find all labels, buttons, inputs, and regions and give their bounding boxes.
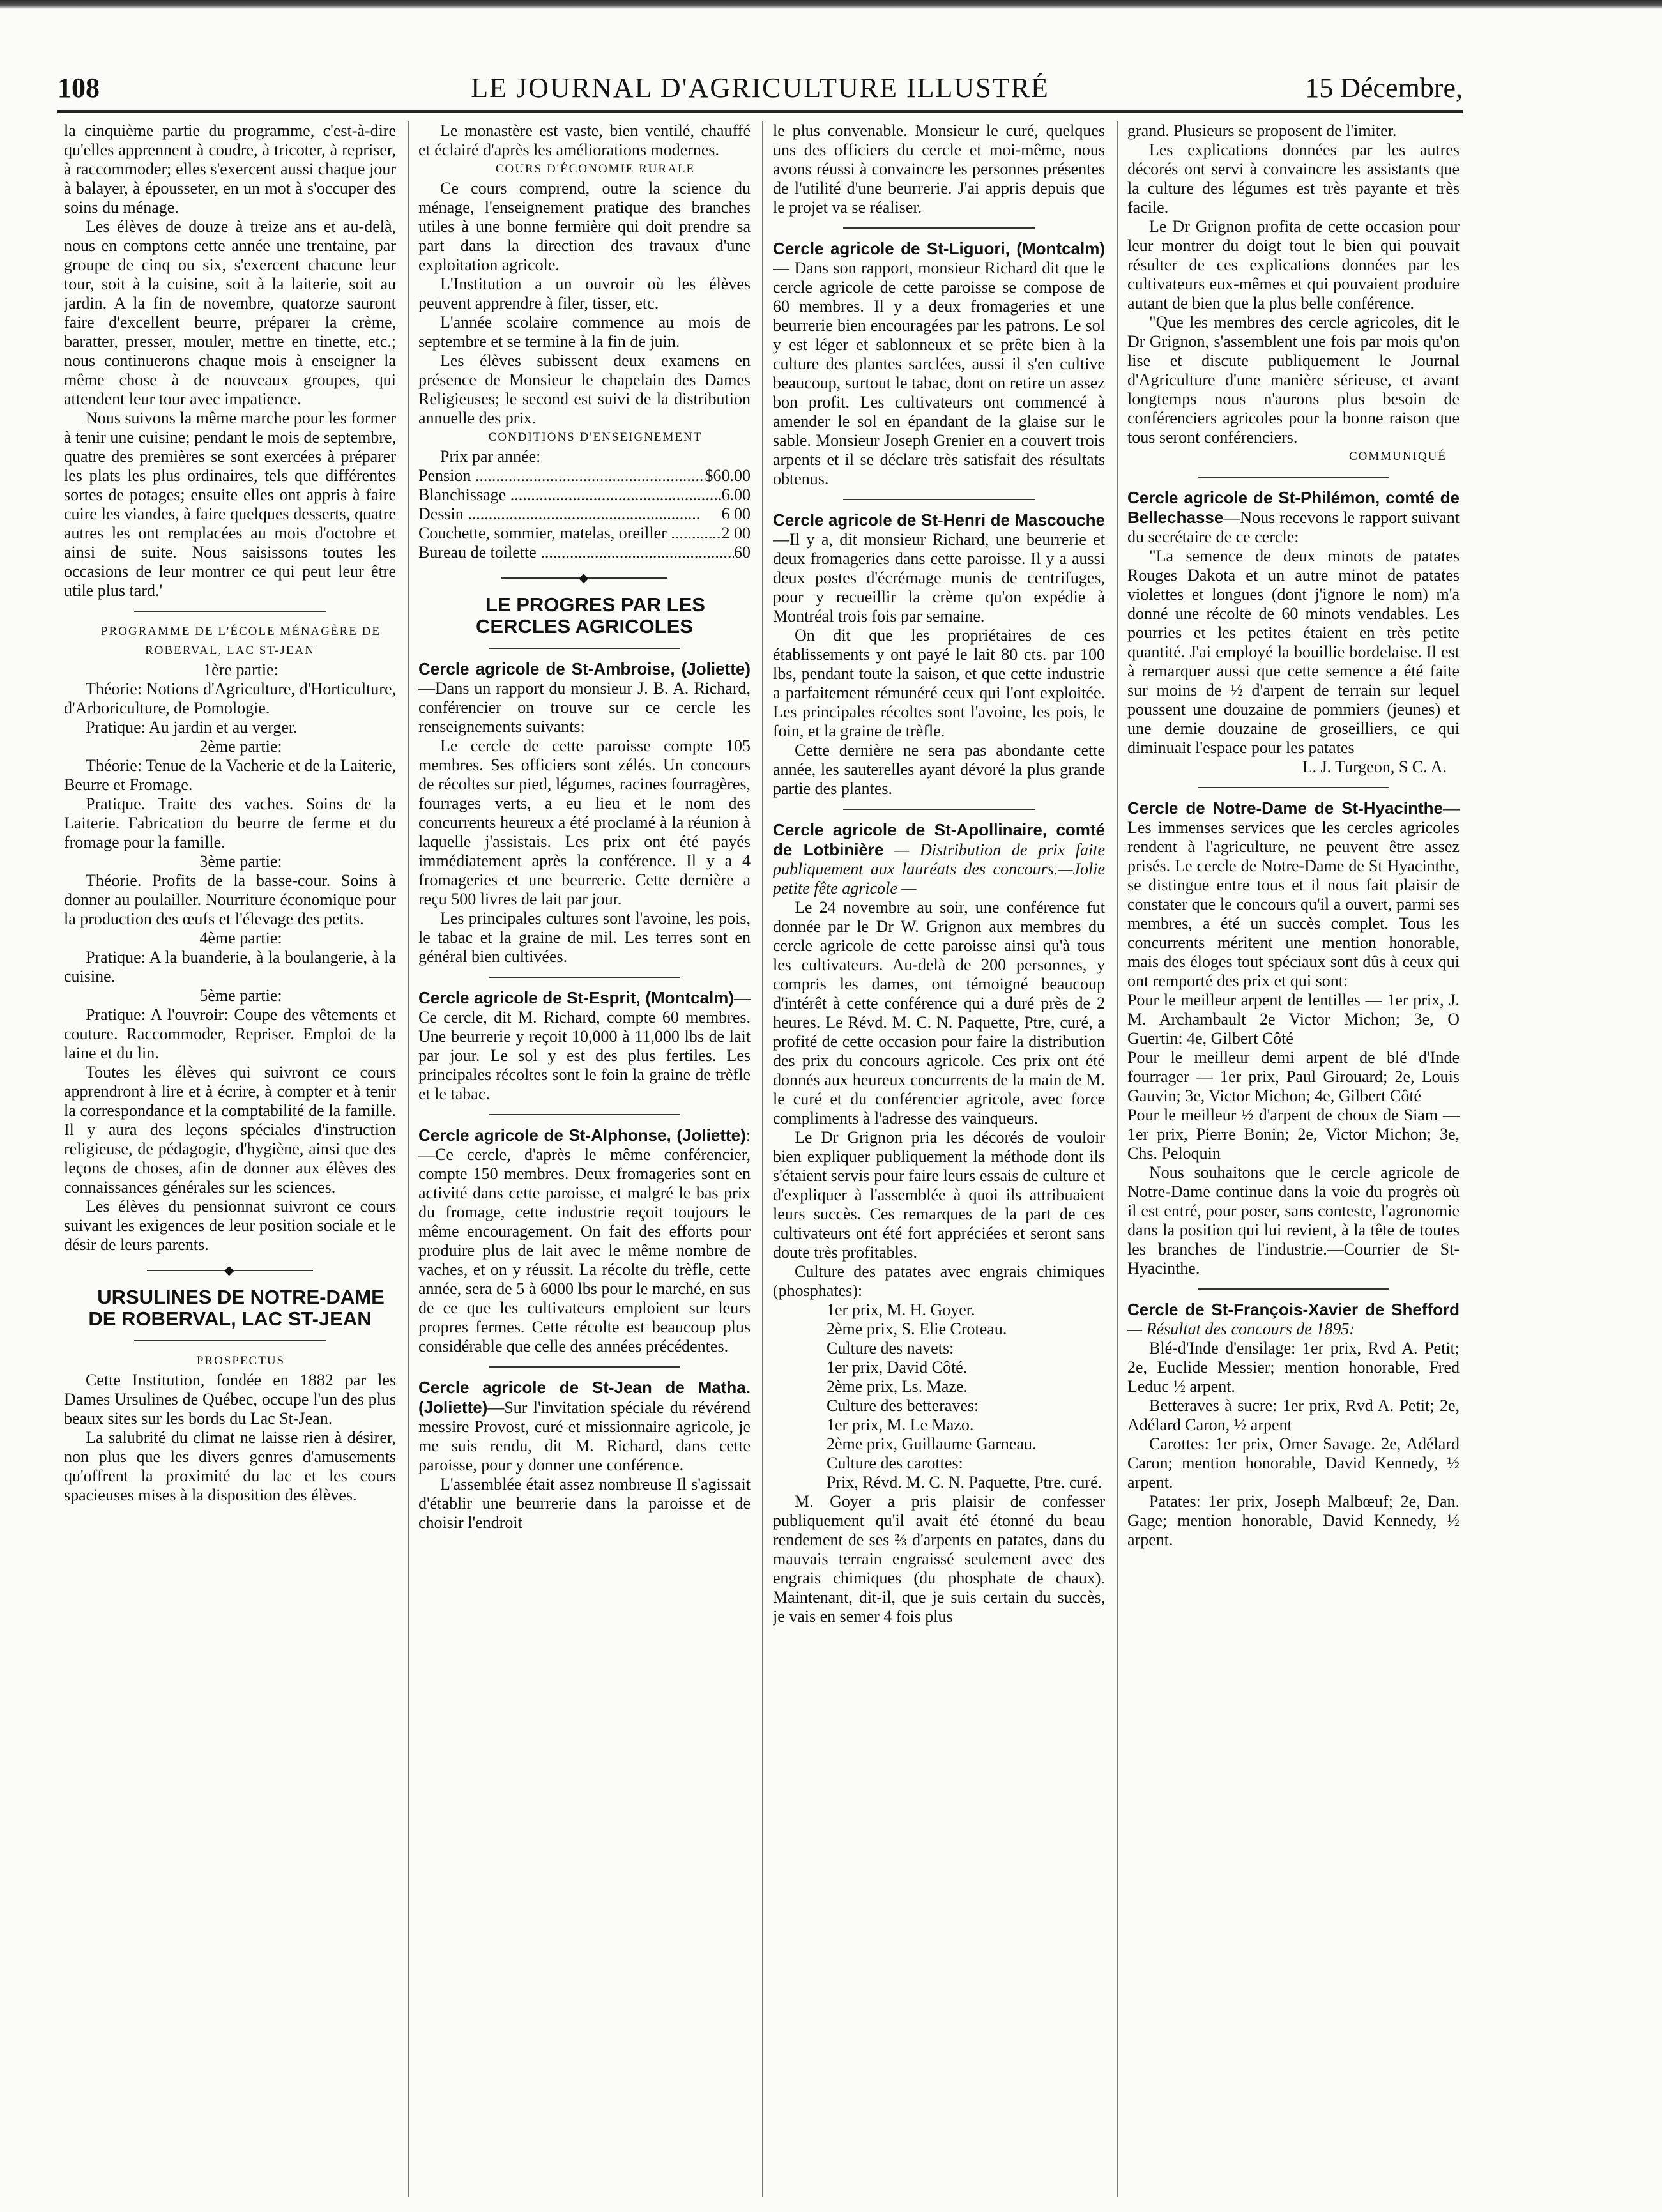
paragraph: Pratique: A l'ouvroir: Coupe des vêtements et couture. Raccommoder, Repriser. Emploi de la laine et du lin.: [64, 1005, 396, 1062]
column-3: [773, 121, 1105, 2197]
article-headline: LE PROGRES PAR LES CERCLES AGRICOLES: [476, 593, 705, 637]
list-item: 1er prix, M. Le Mazo.: [827, 1415, 974, 1434]
price-label: Blanchissage .....: [418, 485, 722, 505]
paragraph: Blé-d'Inde d'ensilage: 1er prix, Rvd A. Petit; 2e, Euclide Messier; mention honorable, Fred Leduc ½ arpent.: [1127, 1339, 1460, 1396]
journal-title: LE JOURNAL D'AGRICULTURE ILLUSTRÉ: [471, 72, 1049, 103]
list-item: Prix, Révd. M. C. N. Paquette, Ptre. curé.: [827, 1473, 1102, 1491]
paragraph: On dit que les propriétaires de ces établissements y ont payé le lait 80 cts. par 100 lbs, pendant toute la saison, et que cette industrie a parfaitement rémunéré ceux qui l'ont exploitée. Les principales récoltes sont l'avoine, les pois, le foin, et la graine de trèfle.: [773, 626, 1105, 740]
separator: [1198, 1288, 1389, 1290]
column-1: [64, 121, 396, 2197]
paragraph: Le 24 novembre au soir, une conférence fut donnée par le Dr W. Grignon aux membres du cercle agricole de cette paroisse ainsi qu'à tous les cultivateurs. Au-delà de 200 personnes, y compris les dames, ont témoigné beaucoup d'intérêt à cette conférence qui a duré près de 2 heures. Le Révd. M. C. N. Paquette, Ptre, curé, a profité de cette occasion pour faire la distribution des prix du concours agricole. Ces prix ont été donnés aux heureux concurrents de la main de M. le curé et du conférencier agricole, avec force compliments à l'adresse des vainqueurs.: [773, 898, 1105, 1127]
list-item: 1er prix, David Côté.: [827, 1358, 968, 1377]
paragraph: L'assemblée était assez nombreuse Il s'agissait d'établir une beurrerie dans la paroisse et de choisir l'endroit: [418, 1475, 751, 1532]
item-text: —Dans un rapport du monsieur J. B. A. Richard, conférencier on trouve sur ce cercle les renseignements suivants:: [418, 679, 751, 736]
part-heading: 4ème partie:: [199, 929, 282, 947]
price-row: [418, 524, 751, 543]
list-item: 2ème prix, Ls. Maze.: [827, 1377, 968, 1396]
paragraph: Nous souhaitons que le cercle agricole de Notre-Dame continue dans la voie du progrès où il est entré, pour poser, sans conteste, l'agronomie dans la position qui lui revient, à la tête de toutes les branches de l'industrie.—Courrier de St-Hyacinthe.: [1127, 1163, 1460, 1278]
section-heading: CONDITIONS D'ENSEIGNEMENT: [488, 431, 703, 444]
section-heading: PROSPECTUS: [196, 1354, 286, 1368]
item-heading: Cercle agricole de St-Jean de Matha. (Joliette): [418, 1378, 751, 1417]
item-heading: Cercle agricole de St-Apollinaire, comté de Lotbinière: [773, 820, 1105, 859]
separator: [843, 227, 1035, 229]
paragraph: Théorie: Tenue de la Vacherie et de la Laiterie, Beurre et Fromage.: [64, 756, 396, 794]
separator: [489, 1114, 680, 1115]
paragraph: le plus convenable. Monsieur le curé, quelques uns des officiers du cercle et moi-même, nous avons réussi à convaincre les personnes présentes de l'utilité d'une beurrerie. J'ai appris depuis que le projet va se réaliser.: [773, 121, 1105, 217]
paragraph: La salubrité du climat ne laisse rien à désirer, non plus que les divers genres d'amusements qu'offrent la proximité du lac et les cours spacieuses mises à la disposition des élèves.: [64, 1428, 396, 1504]
price-amount: 6 00: [721, 505, 751, 523]
header-rule: [57, 110, 1463, 113]
article-headline: URSULINES DE NOTRE-DAME DE ROBERVAL, LAC ST-JEAN: [88, 1286, 385, 1330]
paragraph: Toutes les élèves qui suivront ce cours apprendront à lire et à écrire, à compter et à tenir la correspondance et la comptabilité de la famille. Il y aura des leçons spéciales d'instruction religieuse, de pédagogie, d'hygiène, ainsi que des leçons de choses, afin de donner aux élèves des connaissances générales sur les sciences.: [64, 1063, 396, 1196]
part-heading: 5ème partie:: [199, 986, 282, 1005]
item-text: :—Ce cercle, d'après le même conférencier, compte 150 membres. Deux fromageries sont en activité dans cette paroisse, et malgré le bas prix du fromage, cette industrie reçoit toujours le même encouragement. On fait des efforts pour produire plus de lait avec le même nombre de vaches, et on y réussit. La récolte du trèfle, cette année, sera de 5 à 6000 lbs pour le marché, en sus de ce que les cultivateurs emploient sur leurs propres fermes. Cette récolte est beaucoup plus considérable que celle des années précédentes.: [418, 1126, 751, 1355]
list-item: 2ème prix, Guillaume Garneau.: [827, 1435, 1037, 1453]
paragraph: Ce cours comprend, outre la science du ménage, l'enseignement pratique des branches utiles à une bonne fermière qui doit prendre sa part dans la direction des travaux d'une exploitation agricole.: [418, 179, 751, 274]
paragraph: "La semence de deux minots de patates Rouges Dakota et un autre minot de patates violettes et longues (dont j'ignore le nom) m'a donné une récolte de 60 minots vendables. Les pourries et les petites étaient en très petite quantité. J'ai employé la bouillie bordelaise. Il est à remarquer aussi que cette semence a été faite sur moins de ½ d'arpent de terrain sur lequel poussent une douzaine de pommiers (jeunes) et une demie douzaine de groseilliers, ce qui diminuait l'espace pour les patates: [1127, 547, 1460, 757]
separator: [843, 499, 1035, 500]
part-heading: 1ère partie:: [203, 660, 278, 679]
list-item: 2ème prix, S. Elie Croteau.: [827, 1320, 1007, 1338]
column-2: [418, 121, 751, 2197]
list-item: 1er prix, M. H. Goyer.: [827, 1301, 975, 1319]
paragraph: Cette Institution, fondée en 1882 par les Dames Ursulines de Québec, occupe l'un des plus beaux sites sur les bords du Lac St-Jean.: [64, 1371, 396, 1428]
section-heading: COURS D'ÉCONOMIE RURALE: [495, 162, 696, 176]
item-heading: Cercle agricole de St-Liguori, (Montcalm): [773, 239, 1105, 258]
paragraph: Théorie: Notions d'Agriculture, d'Horticulture, d'Arboriculture, de Pomologie.: [64, 680, 396, 717]
item-subtitle: — Résultat des concours de 1895:: [1127, 1320, 1355, 1338]
item-text: —Nous recevons le rapport suivant du secrétaire de ce cercle:: [1127, 508, 1460, 546]
paragraph: L'Institution a un ouvroir où les élèves peuvent apprendre à filer, tisser, etc.: [418, 275, 751, 312]
part-heading: 2ème partie:: [199, 737, 282, 756]
paragraph: Les élèves de douze à treize ans et au-delà, nous en comptons cette année une trentaine, par groupe de cinq ou six, s'exercent chacune leur tour, soit à la cuisine, soit à la laiterie, soit au jardin. A la fin de novembre, quatorze sauront faire d'excellent beurre, préparer la crème, baratter, presser, mouler, mettre en tinette, etc.; nous continuerons chaque mois à enseigner la même chose à de nouveaux groupes, qui attendent leur tour avec impatience.: [64, 217, 396, 408]
list-item: Culture des betteraves:: [827, 1396, 979, 1415]
price-row: [418, 543, 751, 562]
price-amount: 2 00: [721, 524, 751, 542]
item-heading: Cercle agricole de St-Philémon, comté de Bellechasse: [1127, 488, 1460, 527]
ornament-divider: [64, 1266, 396, 1275]
column-divider: [762, 121, 763, 2197]
paragraph: Théorie. Profits de la basse-cour. Soins à donner au poulailler. Nourriture économique pour la production des œufs et l'élevage des petits.: [64, 871, 396, 928]
item-text: —Les immenses services que les cercles agricoles rendent à l'agriculture, ne peuvent être assez prisés. Le cercle de Notre-Dame de St Hyacinthe, se distingue entre tous et il nous fait plaisir de constater que le concours qu'il a ouvert, parmi ses membres, a été un succès complet. Tous les concurrents méritent une mention honorable, mais des éloges tout spéciaux sont dûs à ceux qui ont remporté des prix et qui sont:: [1127, 799, 1460, 990]
item-subtitle: — Distribution de prix faite publiquement aux lauréats des concours.—Jolie petite fête agricole —: [773, 841, 1105, 897]
item-text: — Dans son rapport, monsieur Richard dit que le cercle agricole de cette paroisse se compose de 60 membres. Il y a deux fromageries et une beurrerie bien encouragées par les patrons. Le sol y est léger et sablonneux et se prête bien à la culture des plantes sarclées, aussi il s'en cultive beaucoup, surtout le tabac, dont on retire un assez bon profit. Les cultivateurs ont commencé à amender le sol en épandant de la glaise sur le sable. Monsieur Joseph Grenier en a couvert trois arpents et il se déclare très satisfait des résultats obtenus.: [773, 259, 1105, 488]
paragraph: Betteraves à sucre: 1er prix, Rvd A. Petit; 2e, Adélard Caron, ½ arpent: [1127, 1396, 1460, 1434]
paragraph: Les élèves subissent deux examens en présence de Monsieur le chapelain des Dames Religieuses; le second est suivi de la distribution annuelle des prix.: [418, 351, 751, 427]
issue-date: 15 Décembre,: [1305, 72, 1463, 103]
paragraph: M. Goyer a pris plaisir de confesser publiquement qu'il avait été étonné du beau rendement de ses ⅔ d'arpents en patates, dans du mauvais terrain engraissé seulement avec des engrais chimiques (du phosphate de chaux). Maintenant, dit-il, que je suis certain du succès, je vais en semer 4 fois plus: [773, 1492, 1105, 1626]
paragraph: "Que les membres des cercle agricoles, dit le Dr Grignon, s'assemblent une fois par mois qu'on lise et discute publiquement le Journal d'Agriculture d'une manière sérieuse, et avant longtemps nous n'aurons plus besoin de conférenciers agricoles pour la bonne raison que tous seront conférenciers.: [1127, 313, 1460, 446]
prize-entry: Pour le meilleur arpent de lentilles — 1er prix, J. M. Archambault 2e Victor Michon; 3e, O Guertin: 4e, Gilbert Côté: [1127, 991, 1460, 1048]
paragraph: Nous suivons la même marche pour les former à tenir une cuisine; pendant le mois de septembre, quatre des premières se sont exercées à préparer les plats les plus ordinaires, tels que différentes sortes de potages; ensuite elles ont appris à faire cuire les viandes, à faire quelques desserts, quatre autres les ont remplacées au mois d'octobre et ainsi de suite. Nous saisissons toutes les occasions de leur montrer ce qui peut leur être utile plus tard.': [64, 409, 396, 600]
column-divider: [1117, 121, 1118, 2197]
paragraph: Les élèves du pensionnat suivront ce cours suivant les exigences de leur position sociale et le désir de leurs parents.: [64, 1197, 396, 1254]
item-text: —Il y a, dit monsieur Richard, une beurrerie et deux fromageries dans cette paroisse. Il y a aussi deux postes d'écrémage munis de centrifuges, pour y recueillir la crème qu'on expédie à Montréal trois fois par semaine.: [773, 530, 1105, 625]
page-header: [57, 72, 1463, 110]
separator: [1198, 477, 1389, 478]
paragraph: Pratique. Traite des vaches. Soins de la Laiterie. Fabrication du beurre de ferme et du fromage pour la famille.: [64, 795, 396, 851]
separator: [1198, 787, 1389, 788]
item-heading: Cercle agricole de St-Henri de Mascouche: [773, 510, 1105, 530]
paragraph: L'année scolaire commence au mois de septembre et se termine à la fin de juin.: [418, 313, 751, 351]
separator: [134, 1340, 326, 1341]
separator: [489, 1366, 680, 1368]
item-heading: Cercle de Notre-Dame de St-Hyacinthe: [1127, 798, 1443, 818]
prize-list: [773, 1301, 1105, 1492]
price-amount: 60: [734, 543, 751, 561]
item-heading: Cercle agricole de St-Ambroise, (Joliette): [418, 659, 751, 678]
price-label: Pension .....: [418, 466, 705, 485]
separator: [134, 611, 326, 612]
top-edge: [0, 0, 1662, 9]
paragraph: Cette dernière ne sera pas abondante cette année, les sauterelles ayant dévoré la plus grande partie des plantes.: [773, 741, 1105, 798]
item-heading: Cercle agricole de St-Esprit, (Montcalm): [418, 988, 734, 1007]
column-4: [1127, 121, 1460, 2197]
column-divider: [408, 121, 409, 2197]
paragraph: Carottes: 1er prix, Omer Savage. 2e, Adélard Caron; mention honorable, David Kennedy, ½ arpent.: [1127, 1435, 1460, 1491]
separator: [843, 809, 1035, 810]
paragraph: Les explications données par les autres décorés ont servi à convaincre les assistants que la culture des légumes est très payante et très facile.: [1127, 141, 1460, 217]
price-row: [418, 505, 751, 524]
price-label: Bureau de toilette .....: [418, 543, 734, 562]
communique-label: COMMUNIQUÉ: [1349, 450, 1447, 463]
price-heading: Prix par année:: [440, 447, 541, 466]
separator: [489, 648, 680, 649]
price-label: Dessin .....: [418, 505, 722, 524]
ornament-divider: [418, 574, 751, 583]
paragraph: Pratique: Au jardin et au verger.: [86, 718, 298, 736]
item-heading: Cercle de St-François-Xavier de Shefford: [1127, 1300, 1460, 1319]
list-item: Culture des carottes:: [827, 1454, 963, 1472]
paragraph: Le Dr Grignon pria les décorés de vouloir bien expliquer publiquement la méthode dont ils s'étaient servis pour faire leurs essais de culture et d'expliquer à l'assemblée à quoi ils attribuaient leurs succès. Ces remarques de la part de ces cultivateurs ont été fort appréciées et seront sans doute très profitables.: [773, 1128, 1105, 1262]
item-heading: Cercle agricole de St-Alphonse, (Joliette): [418, 1125, 746, 1145]
paragraph: Pratique: A la buanderie, à la boulangerie, à la cuisine.: [64, 948, 396, 986]
prize-entry: Pour le meilleur ½ d'arpent de choux de Siam — 1er prix, Pierre Bonin; 2e, Victor Michon; 3e, Chs. Peloquin: [1127, 1106, 1460, 1163]
separator: [489, 977, 680, 978]
prize-entry: Pour le meilleur demi arpent de blé d'Inde fourrager — 1er prix, Paul Girouard; 2e, Louis Gauvin; 3e, Victor Michon; 4e, Gilbert Côté: [1127, 1048, 1460, 1105]
price-label: Couchette, sommier, matelas, oreiller .....: [418, 524, 722, 543]
paragraph: Le cercle de cette paroisse compte 105 membres. Ses officiers sont zélés. Un concours de récoltes sur pied, légumes, racines fourragères, fourrages verts, a eu lieu et le nom des concurrents heureux a été proclamé à la réunion à laquelle j'assistais. Les prix ont été payés immédiatement après la conférence. Il y a 4 fromageries et une beurrerie. Cette dernière a reçu 500 livres de lait par jour.: [418, 736, 751, 908]
item-text: —Ce cercle, dit M. Richard, compte 60 membres. Une beurrerie y reçoit 10,000 à 11,000 lbs de lait par jour. Le sol y est des plus fertiles. Les principales récoltes sont le foin la graine de trèfle et le tabac.: [418, 989, 751, 1103]
item-text: —Sur l'invitation spéciale du révérend messire Provost, curé et missionnaire agricole, je me suis rendu, dit M. Richard, dans cette paroisse, pour y donner une conférence.: [418, 1398, 751, 1474]
paragraph: Patates: 1er prix, Joseph Malbœuf; 2e, Dan. Gage; mention honorable, David Kennedy, ½ arpent.: [1127, 1492, 1460, 1549]
paragraph: Les principales cultures sont l'avoine, les pois, le tabac et la graine de mil. Les terres sont en général bien cultivées.: [418, 909, 751, 966]
part-heading: 3ème partie:: [199, 852, 282, 871]
paragraph: Le Dr Grignon profita de cette occasion pour leur montrer du doigt tout le bien qui pouvait résulter de ces explications données par les cultivateurs eux-mêmes et qui pouvaient produire autant de bien que la plus belle conférence.: [1127, 217, 1460, 312]
paragraph: Le monastère est vaste, bien ventilé, chauffé et éclairé d'après les améliorations modernes.: [418, 121, 751, 159]
paragraph: la cinquième partie du programme, c'est-à-dire qu'elles apprennent à coudre, à tricoter, à repriser, à raccommoder; elles s'exercent aussi chaque jour à balayer, à épousseter, en un mot à s'occuper des soins du ménage.: [64, 121, 396, 217]
list-item: Culture des navets:: [827, 1339, 954, 1357]
price-row: [418, 485, 751, 505]
price-amount: 6.00: [721, 485, 751, 504]
price-row: [418, 466, 751, 485]
price-amount: $60.00: [705, 466, 751, 485]
paragraph: Culture des patates avec engrais chimiques (phosphates):: [773, 1262, 1105, 1300]
page-number: 108: [57, 72, 100, 103]
section-heading: PROGRAMME DE L'ÉCOLE MÉNAGÈRE DE ROBERVAL, LAC ST-JEAN: [101, 625, 381, 657]
signature: L. J. Turgeon, S C. A.: [1302, 758, 1447, 776]
paragraph: grand. Plusieurs se proposent de l'imiter.: [1127, 121, 1397, 140]
